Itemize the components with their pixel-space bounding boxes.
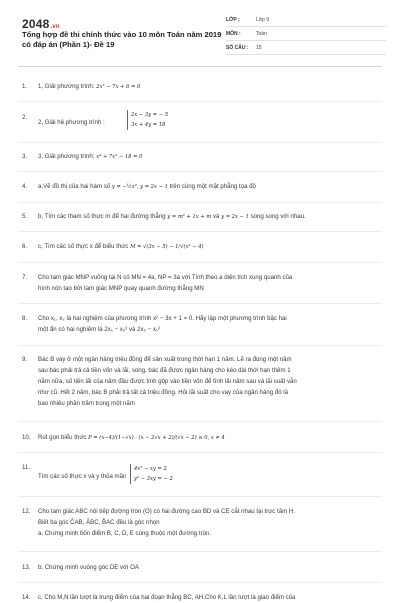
class-row (226, 13, 386, 27)
question-text-cont: và (212, 213, 220, 220)
question-number: 11. (22, 464, 31, 471)
question-math: y = −½x², y = 2x − 1 (111, 184, 168, 190)
page-title: Tổng hợp đề thi chính thức vào 10 môn Toán năm 2019 có đáp án (Phần 1)- Đề 19 (22, 30, 222, 49)
question-count-row (226, 41, 386, 55)
question-text: c, Tìm các số thực x để biểu thức (38, 243, 129, 250)
equation-system (127, 110, 168, 130)
question-number: 2. (22, 114, 28, 121)
question-divider (18, 421, 382, 422)
question-text: Tìm các số thực x và y thỏa mãn (38, 473, 127, 480)
question-line: một ẩn có hai nghiệm là 2x₁ − x₂² và 2x₂ − x₁² (38, 326, 160, 333)
question-line: Cho tam giác ABC nội tiếp đường tròn (O) có hai đường cao BD và CE cắt nhau tại trực tâm H. (38, 508, 295, 515)
question-text: b, Tìm các tham số thực m để hai đường thẳng (38, 213, 166, 220)
equation-line: y² − 3xy = − 2 (134, 476, 173, 482)
question-text: a,Vẽ đồ thị của hai hàm số (38, 183, 111, 190)
question-line: năm nữa, số tiền lãi của năm đầu được tính gộp vào tiền vốn để tính lãi năm sau và lãi suất vẫn (38, 378, 297, 385)
question-count-value: 15 (256, 45, 262, 51)
question-number: 8. (22, 315, 28, 322)
question-text-end: song song với nhau. (250, 213, 306, 220)
site-logo[interactable]: 2048.vn (22, 17, 60, 31)
question-divider (18, 231, 382, 232)
question-number: 12. (22, 508, 31, 515)
question-math: M = √(3x − 5) − 1/√(x² − 4) (130, 244, 204, 250)
question-number: 4. (22, 183, 28, 190)
question-number: 7. (22, 274, 28, 281)
question-divider (18, 142, 382, 143)
class-label: LỚP : (226, 17, 240, 23)
question-number: 14. (22, 594, 31, 601)
question-text: b, Chứng minh vuông góc DE với OA (38, 564, 139, 571)
question-divider (18, 101, 382, 102)
question-number: 3. (22, 153, 28, 160)
question-divider (18, 345, 382, 346)
question-text: c, Cho M,N lần lượt là trung điểm của hai đoạn thẳng BC, AH.Cho K,L lần lượt là giao điểm của (38, 594, 296, 601)
question-math: P = (x−4)/(1−√x) · (x − 2√x + 2)/(√x − 2) ≥ 0, x ≠ 4 (88, 435, 225, 441)
question-divider (18, 303, 382, 304)
question-number: 13. (22, 564, 31, 571)
question-count-label: SỐ CÂU : (226, 45, 249, 51)
subject-label: MÔN : (226, 31, 241, 37)
question-divider (18, 171, 382, 172)
question-line: a, Chứng minh bốn điểm B, C, D, E cùng thuộc một đường tròn. (38, 530, 212, 537)
question-line: hình nón tạo bởi tam giác MNP quay quanh đường thẳng MN (38, 285, 204, 292)
question-divider (18, 452, 382, 453)
question-line: Biết ba góc ĈAB, ÂBC, B̂AC đều là góc nhọn (38, 519, 160, 526)
question-text: Rút gọn biểu thức (38, 434, 87, 441)
question-line: Cho x₁, x₂ là hai nghiệm của phương trình x² − 3x + 1 = 0. Hãy lập một phương trình bậc hai (38, 315, 287, 322)
question-line: sau bác phải trả cả tiền vốn và lãi, song, bác đã được ngân hàng cho kéo dài thời hạn thêm 1 (38, 367, 291, 374)
question-math-2: y = 2x − 1 (221, 214, 249, 220)
question-text: 2, Giải hệ phương trình : (38, 119, 105, 126)
question-number: 9. (22, 356, 28, 363)
question-text-cont: trên cùng một mặt phẳng tọa độ (169, 183, 256, 190)
question-text: 3, Giải phương trình: (38, 153, 95, 160)
question-divider (18, 582, 382, 583)
question-2 (22, 112, 377, 136)
question-line: Cho tam giác MNP vuông tại N có MN = 4a, NP = 3a với Tính theo a diện tích xung quanh của (38, 274, 293, 281)
question-line: Bác B vay ở một ngân hàng triệu đồng để sản xuất trong thời hạn 1 năm. Lẽ ra đúng một năm (38, 356, 292, 363)
question-divider (18, 202, 382, 203)
header-divider (18, 66, 382, 67)
question-divider (18, 551, 382, 552)
question-divider (18, 262, 382, 263)
question-number: 6. (22, 243, 28, 250)
question-line: như cũ. Hết 2 năm, bác B phải trả tất cả triệu đồng. Hỏi lãi suất cho vay của ngân hàng đó là (38, 389, 289, 396)
question-math: y = m² + 1x + m (167, 214, 212, 220)
question-math: 2x² − 7x + 6 = 0 (96, 84, 141, 90)
equation-line: 2x − 3y = − 5 (131, 112, 169, 118)
question-divider (18, 496, 382, 497)
question-number: 5. (22, 213, 28, 220)
equation-system (130, 464, 173, 484)
question-11 (22, 462, 377, 490)
question-text: 1, Giải phương trình: (38, 83, 95, 90)
equation-line: 4x² − xy = 2 (134, 466, 167, 472)
worksheet-info (226, 13, 386, 55)
question-line: bao nhiêu phần trăm trong một năm (38, 400, 135, 407)
question-number: 10. (22, 434, 31, 441)
worksheet-header (0, 0, 400, 64)
subject-row (226, 27, 386, 41)
class-value: Lớp 9 (256, 17, 270, 23)
equation-line: 3x + 4y = 18 (131, 122, 166, 128)
question-number: 1. (22, 83, 28, 90)
question-math: x⁴ + 7x² − 18 = 0 (96, 154, 143, 160)
subject-value: Toán (256, 31, 267, 37)
